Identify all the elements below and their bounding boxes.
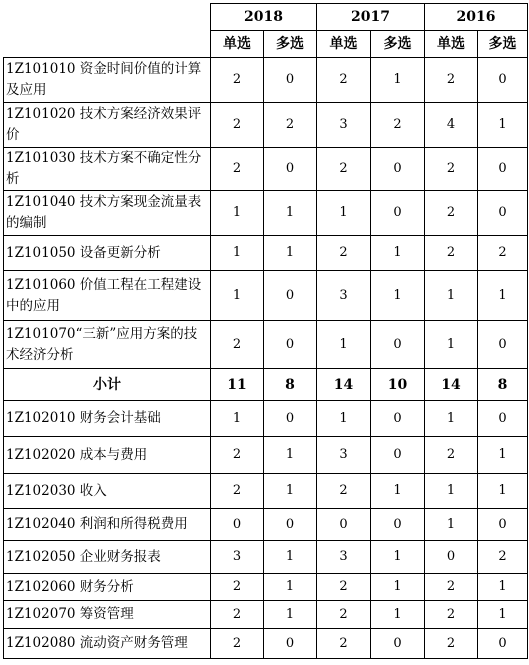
count-cell: 1 (264, 474, 317, 509)
count-cell: 14 (317, 369, 371, 401)
count-cell: 1 (478, 437, 528, 474)
count-cell: 3 (211, 541, 264, 574)
count-cell: 0 (264, 321, 317, 369)
topic-name: 1Z102010 财务会计基础 (4, 401, 211, 437)
count-cell: 1 (211, 401, 264, 437)
count-cell: 2 (425, 437, 478, 474)
count-cell: 2 (478, 236, 528, 271)
count-cell: 1 (371, 574, 425, 601)
count-cell: 3 (317, 437, 371, 474)
count-cell: 2 (317, 629, 371, 659)
count-cell: 2 (211, 103, 264, 148)
table-row (4, 148, 528, 191)
count-cell: 1 (371, 271, 425, 321)
subtotal-label: 小计 (4, 369, 211, 401)
table-row (4, 191, 528, 236)
count-cell: 1 (478, 103, 528, 148)
count-cell: 1 (317, 401, 371, 437)
count-cell: 0 (371, 321, 425, 369)
exam-statistics-table (3, 3, 528, 659)
count-cell: 0 (371, 437, 425, 474)
count-cell: 2 (211, 474, 264, 509)
year-header-row (4, 4, 528, 31)
topic-name: 1Z101020 技术方案经济效果评价 (4, 103, 211, 148)
count-cell: 0 (478, 191, 528, 236)
topic-name: 1Z102080 流动资产财务管理 (4, 629, 211, 659)
count-cell: 1 (425, 401, 478, 437)
count-cell: 2 (425, 58, 478, 103)
count-cell: 0 (478, 629, 528, 659)
topic-name: 1Z102020 成本与费用 (4, 437, 211, 474)
count-cell: 2 (317, 148, 371, 191)
count-cell: 0 (478, 58, 528, 103)
count-cell: 0 (264, 58, 317, 103)
topic-name: 1Z101040 技术方案现金流量表的编制 (4, 191, 211, 236)
topic-name: 1Z101030 技术方案不确定性分析 (4, 148, 211, 191)
count-cell: 0 (264, 148, 317, 191)
topic-name: 1Z102040 利润和所得税费用 (4, 509, 211, 541)
count-cell: 2 (211, 321, 264, 369)
type-header-single: 单选 (211, 31, 264, 58)
count-cell: 1 (425, 271, 478, 321)
count-cell: 2 (211, 148, 264, 191)
count-cell: 2 (317, 474, 371, 509)
count-cell: 8 (264, 369, 317, 401)
count-cell: 1 (317, 191, 371, 236)
count-cell: 1 (264, 574, 317, 601)
count-cell: 1 (425, 509, 478, 541)
count-cell: 2 (425, 148, 478, 191)
table-row (4, 437, 528, 474)
count-cell: 2 (425, 629, 478, 659)
count-cell: 1 (317, 321, 371, 369)
count-cell: 4 (425, 103, 478, 148)
table-row (4, 474, 528, 509)
count-cell: 1 (211, 236, 264, 271)
count-cell: 2 (478, 541, 528, 574)
count-cell: 2 (425, 601, 478, 629)
count-cell: 14 (425, 369, 478, 401)
count-cell: 2 (317, 574, 371, 601)
count-cell: 1 (211, 191, 264, 236)
table-row (4, 574, 528, 601)
count-cell: 1 (478, 574, 528, 601)
count-cell: 0 (264, 271, 317, 321)
count-cell: 1 (264, 601, 317, 629)
count-cell: 8 (478, 369, 528, 401)
count-cell: 0 (317, 509, 371, 541)
count-cell: 10 (371, 369, 425, 401)
count-cell: 2 (211, 58, 264, 103)
count-cell: 0 (264, 401, 317, 437)
count-cell: 0 (371, 401, 425, 437)
count-cell: 2 (317, 236, 371, 271)
corner-cell (4, 4, 211, 58)
table-row (4, 401, 528, 437)
count-cell: 0 (425, 541, 478, 574)
count-cell: 2 (425, 191, 478, 236)
count-cell: 1 (371, 601, 425, 629)
table-row (4, 541, 528, 574)
count-cell: 1 (211, 271, 264, 321)
count-cell: 2 (211, 601, 264, 629)
count-cell: 0 (478, 401, 528, 437)
topic-name: 1Z101010 资金时间价值的计算及应用 (4, 58, 211, 103)
count-cell: 0 (264, 629, 317, 659)
table-row (4, 601, 528, 629)
count-cell: 2 (211, 629, 264, 659)
count-cell: 1 (264, 437, 317, 474)
count-cell: 3 (317, 103, 371, 148)
count-cell: 1 (478, 601, 528, 629)
year-header: 2017 (317, 4, 425, 31)
subtotal-row (4, 369, 528, 401)
count-cell: 2 (425, 236, 478, 271)
topic-name: 1Z102030 收入 (4, 474, 211, 509)
type-header-single: 单选 (425, 31, 478, 58)
count-cell: 1 (425, 474, 478, 509)
count-cell: 2 (317, 58, 371, 103)
count-cell: 0 (371, 509, 425, 541)
count-cell: 1 (371, 474, 425, 509)
count-cell: 3 (317, 541, 371, 574)
count-cell: 0 (371, 191, 425, 236)
count-cell: 3 (317, 271, 371, 321)
topic-name: 1Z101050 设备更新分析 (4, 236, 211, 271)
count-cell: 0 (371, 629, 425, 659)
table-row (4, 103, 528, 148)
count-cell: 0 (211, 509, 264, 541)
table-row (4, 321, 528, 369)
count-cell: 2 (211, 437, 264, 474)
count-cell: 2 (211, 574, 264, 601)
count-cell: 1 (264, 541, 317, 574)
topic-name: 1Z102070 筹资管理 (4, 601, 211, 629)
count-cell: 1 (478, 271, 528, 321)
count-cell: 2 (264, 103, 317, 148)
count-cell: 1 (425, 321, 478, 369)
type-header-multi: 多选 (478, 31, 528, 58)
table-row (4, 236, 528, 271)
topic-name: 1Z101060 价值工程在工程建设中的应用 (4, 271, 211, 321)
count-cell: 2 (317, 601, 371, 629)
year-header: 2018 (211, 4, 317, 31)
count-cell: 1 (264, 191, 317, 236)
table-row (4, 629, 528, 659)
count-cell: 2 (371, 103, 425, 148)
type-header-multi: 多选 (371, 31, 425, 58)
table-row (4, 58, 528, 103)
topic-name: 1Z102050 企业财务报表 (4, 541, 211, 574)
count-cell: 0 (478, 148, 528, 191)
count-cell: 1 (371, 236, 425, 271)
count-cell: 0 (478, 509, 528, 541)
count-cell: 11 (211, 369, 264, 401)
count-cell: 1 (371, 541, 425, 574)
table-row (4, 509, 528, 541)
count-cell: 1 (264, 236, 317, 271)
count-cell: 0 (478, 321, 528, 369)
count-cell: 2 (425, 574, 478, 601)
count-cell: 0 (264, 509, 317, 541)
topic-name: 1Z101070“三新”应用方案的技术经济分析 (4, 321, 211, 369)
year-header: 2016 (425, 4, 528, 31)
type-header-single: 单选 (317, 31, 371, 58)
count-cell: 1 (478, 474, 528, 509)
type-header-multi: 多选 (264, 31, 317, 58)
count-cell: 1 (371, 58, 425, 103)
table-row (4, 271, 528, 321)
topic-name: 1Z102060 财务分析 (4, 574, 211, 601)
count-cell: 0 (371, 148, 425, 191)
